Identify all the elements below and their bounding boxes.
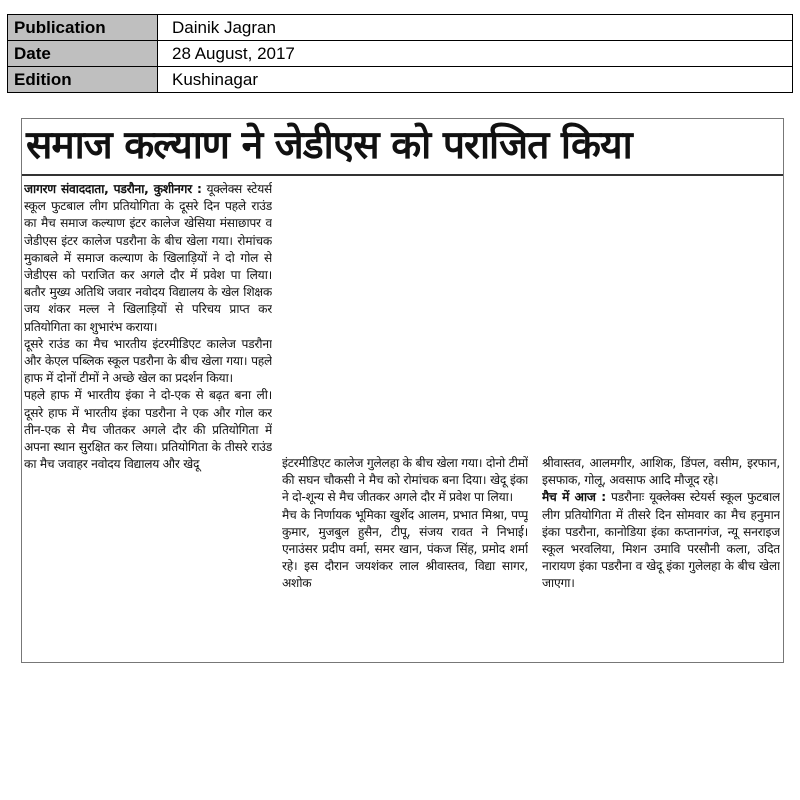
article-paragraph: पहले हाफ में भारतीय इंका ने दो-एक से बढ़त बना ली। दूसरे हाफ में भारतीय इंका पडरौना ने एक और गोल कर तीन-एक से मैच जीतकर अगले दौर की प्रतियोगिता में अपना स्थान सुरक्षित कर लिया। प्रतियोगिता के तीसरे राउंड का मैच जवाहर नवोदय विद्यालय और खेदू bbox=[24, 388, 272, 472]
article-column-3 bbox=[542, 455, 780, 659]
article-paragraph bbox=[542, 489, 780, 592]
article-column-2 bbox=[282, 455, 528, 659]
publication-value: Dainik Jagran bbox=[158, 15, 793, 41]
date-row bbox=[8, 41, 793, 67]
article-paragraph: श्रीवास्तव, आलमगीर, आशिक, डिंपल, वसीम, इरफान, इसफाक, गोलू, अवसाफ आदि मौजूद रहे। bbox=[542, 456, 780, 488]
article-paragraph bbox=[24, 181, 272, 336]
edition-row bbox=[8, 67, 793, 93]
article-text: पडरौनाः यूक्लेक्स स्टेयर्स स्कूल फुटबाल लीग प्रतियोगिता में तीसरे दिन सोमवार का मैच हनुमान इंका पडरौना, कानोडिया इंका कप्तानगंज, न्यू सनराइज स्कूल भरवलिया, मिशन उमावि परसौनी कला, उदित नारायण इंका पडरौना व खेदू इंका गुलेलहा के बीच खेला जाएगा। bbox=[542, 490, 780, 591]
edition-value: Kushinagar bbox=[158, 67, 793, 93]
article-dateline: जागरण संवाददाता, पडरौना, कुशीनगर : bbox=[24, 182, 202, 196]
edition-label: Edition bbox=[8, 67, 158, 93]
date-value: 28 August, 2017 bbox=[158, 41, 793, 67]
article-column-1 bbox=[24, 181, 272, 659]
newspaper-clipping bbox=[21, 118, 784, 663]
date-label: Date bbox=[8, 41, 158, 67]
match-today-lead: मैच में आज : bbox=[542, 490, 606, 505]
article-paragraph: इंटरमीडिएट कालेज गुलेलहा के बीच खेला गया। दोनो टीमों की सघन चौकसी ने मैच को रोमांचक बना दिया। खेदू इंका ने दो-शून्य से मैच जीतकर अगले दौर में प्रवेश पा लिया। bbox=[282, 456, 528, 505]
article-paragraph: दूसरे राउंड का मैच भारतीय इंटरमीडिएट कालेज पडरौना और केएल पब्लिक स्कूल पडरौना के बीच खेला गया। पहले हाफ में दोनों टीमों ने अच्छे खेल का प्रदर्शन किया। bbox=[24, 336, 272, 386]
headline-divider bbox=[22, 174, 783, 176]
article-headline: समाज कल्याण ने जेडीएस को पराजित किया bbox=[26, 123, 632, 168]
article-text: यूक्लेक्स स्टेयर्स स्कूल फुटबाल लीग प्रतियोगिता के दूसरे दिन पहले राउंड का मैच समाज कल्याण इंटर कालेज खेसिया मंसाछापर व जेडीएस इंटर कालेज पडरौना के बीच खेला गया। रोमांचक मुकाबले में समाज कल्याण के खिलाड़ियों ने दो गोल से जेडीएस को पराजित कर अगले दौर में प्रवेश पा लिया। बतौर मुख्य अतिथि जवार नवोदय विद्यालय के खेल शिक्षक जय शंकर मल्ल ने खिलाड़ियों से परिचय प्राप्त कर प्रतियोगिता का शुभारंभ कराया। bbox=[24, 182, 272, 334]
metadata-table bbox=[7, 14, 793, 93]
article-paragraph: मैच के निर्णायक भूमिका खुर्शेद आलम, प्रभात मिश्रा, पप्पू कुमार, मुजबुल हुसैन, टीपू, संजय रावत ने निभाई। एनाउंसर प्रदीप वर्मा, समर खान, पंकज सिंह, प्रमोद शर्मा रहे। इस दौरान जयशंकर लाल श्रीवास्तव, विद्या सागर, अशोक bbox=[282, 507, 528, 591]
publication-row bbox=[8, 15, 793, 41]
publication-label: Publication bbox=[8, 15, 158, 41]
